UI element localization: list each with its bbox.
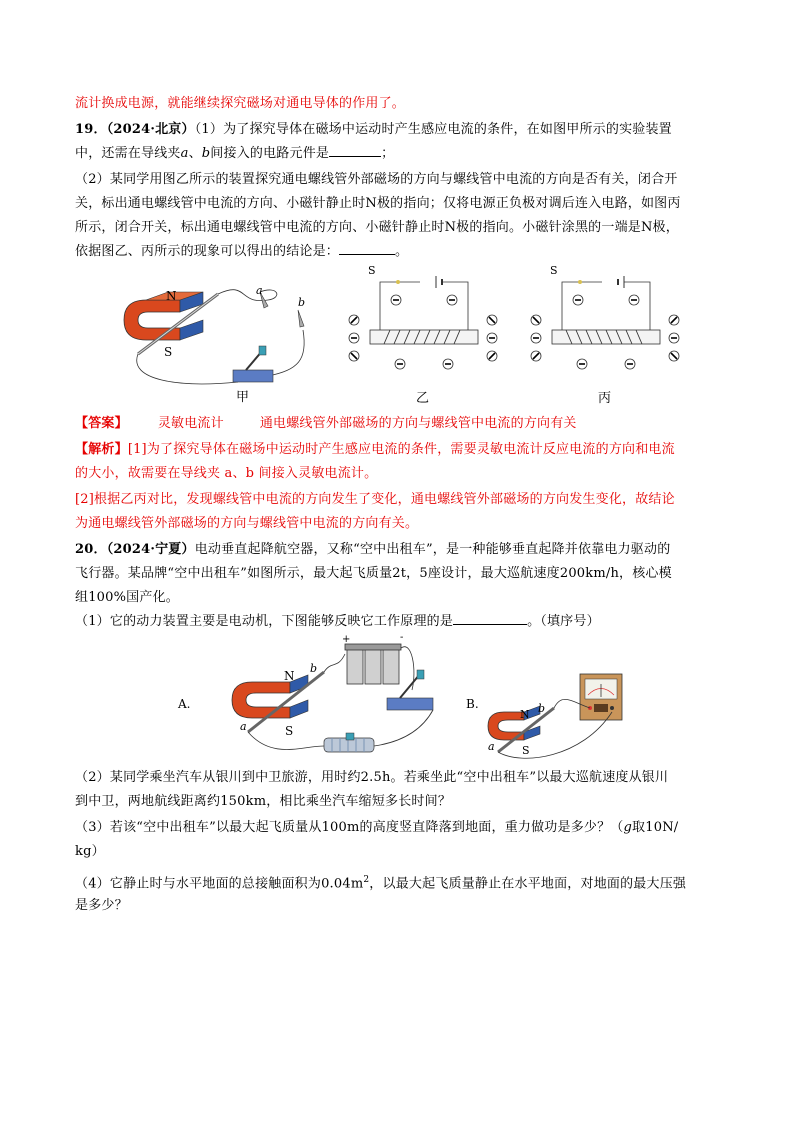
var-g: g bbox=[623, 820, 633, 835]
q20-sub3-line-1 bbox=[75, 818, 730, 838]
q20-text-1: 电动垂直起降航空器，又称“空中出租车”，是一种能够垂直起降并依靠电力驱动的 bbox=[194, 542, 671, 557]
figure-bing bbox=[522, 262, 687, 407]
q20-sub4-line-1 bbox=[75, 870, 730, 894]
q20-sub2-line-2: 到中卫，两地航线距离约150km，相比乘坐汽车缩短多长时间？ bbox=[75, 794, 452, 809]
q19-line-4: 关，标出通电螺线管中电流的方向、小磁针静止时N极的指向；仅将电源正负极对调后连入电路，如图丙 bbox=[75, 196, 681, 211]
clip-a-label: a bbox=[256, 284, 263, 297]
figure-bing-label: 丙 bbox=[598, 391, 612, 406]
q20-number: 20．（2024·宁夏） bbox=[75, 542, 195, 557]
q19-line-6 bbox=[75, 242, 730, 262]
opt-b-n-label: N bbox=[520, 708, 530, 721]
answer-blank-1[interactable] bbox=[329, 144, 381, 157]
answer-line bbox=[75, 414, 730, 434]
figure-option-a bbox=[172, 630, 447, 770]
opt-a-n-label: N bbox=[284, 669, 295, 683]
q20-line-2: 飞行器。某品牌“空中出租车”如图所示，最大起飞质量2t，5座设计，最大巡航速度200km/h，核心模 bbox=[75, 566, 672, 581]
opt-b-a-label: a bbox=[488, 740, 495, 753]
switch-s-label: S bbox=[368, 264, 376, 277]
figure-yi bbox=[340, 262, 505, 407]
option-b-label: B. bbox=[466, 697, 479, 711]
figure-jia bbox=[118, 270, 333, 405]
q19-line-3: （2）某同学用图乙所示的装置探究通电螺线管外部磁场的方向与螺线管中电流的方向是否有关，闭合开 bbox=[75, 172, 678, 187]
q20-sub4-text: （4）它静止时与水平地面的总接触面积为 bbox=[75, 876, 322, 892]
answer-continuation: 流计换成电源，就能继续探究磁场对通电导体的作用了。 bbox=[75, 96, 406, 111]
q20-sub1-suffix: 。（填序号） bbox=[527, 614, 600, 629]
q19-line-1 bbox=[75, 120, 730, 140]
q20-sub4-text-b: ，以最大起飞质量静止在水平地面，对地面的最大压强 bbox=[369, 876, 687, 892]
analysis-line-1 bbox=[75, 440, 730, 460]
answer-2: 通电螺线管外部磁场的方向与螺线管中电流的方向有关 bbox=[259, 416, 577, 431]
opt-b-b-label: b bbox=[538, 702, 546, 715]
magnet-s-label: S bbox=[164, 345, 173, 359]
q20-line-1 bbox=[75, 540, 730, 560]
q20-line-3: 组100%国产化。 bbox=[75, 590, 179, 605]
figure-yi-label: 乙 bbox=[416, 391, 430, 406]
answer-1: 灵敏电流计 bbox=[157, 416, 224, 431]
var-a: a bbox=[180, 146, 189, 161]
q19-text-6a: 依据图乙、丙所示的现象可以得出的结论是： bbox=[75, 244, 340, 259]
answer-tag: 【答案】 bbox=[75, 416, 128, 431]
magnet-n-label: N bbox=[166, 289, 177, 303]
q19-line-2 bbox=[75, 144, 730, 164]
clip-b-label: b bbox=[298, 296, 306, 309]
battery-minus: - bbox=[400, 632, 404, 643]
var-b: b bbox=[201, 146, 211, 161]
q20-sub2-line-1: （2）某同学乘坐汽车从银川到中卫旅游，用时约2.5h。若乘坐此“空中出租车”以最大巡航速度从银川 bbox=[75, 770, 669, 785]
answer-blank-3[interactable] bbox=[453, 612, 527, 625]
answer-blank-2[interactable] bbox=[339, 242, 395, 255]
area-value: 0.04m bbox=[321, 876, 364, 892]
figure-jia-label: 甲 bbox=[236, 390, 250, 405]
q20-sub3-line-2: kg） bbox=[75, 844, 105, 859]
battery-plus: + bbox=[342, 634, 351, 645]
opt-a-s-label: S bbox=[285, 724, 294, 738]
analysis-line-2: 的大小，故需要在导线夹 a、b 间接入灵敏电流计。 bbox=[75, 466, 378, 481]
analysis-line-3: [2]根据乙丙对比，发现螺线管中电流的方向发生了变化，通电螺线管外部磁场的方向发生变化，故结论 bbox=[75, 492, 675, 507]
analysis-tag: 【解析】 bbox=[75, 442, 128, 457]
q20-sub3-unit: 取10N/ bbox=[632, 820, 679, 835]
q19-number: 19．（2024·北京） bbox=[75, 122, 195, 137]
analysis-text-1: [1]为了探究导体在磁场中运动时产生感应电流的条件，需要灵敏电流计反应电流的方向和电流 bbox=[127, 442, 675, 457]
q19-text-2a: 中，还需在导线夹 bbox=[75, 146, 181, 161]
q19-text-1: （1）为了探究导体在磁场中运动时产生感应电流的条件，在如图甲所示的实验装置 bbox=[194, 122, 672, 137]
q19-text-2e: 间接入的电路元件是 bbox=[210, 146, 330, 161]
opt-a-a-label: a bbox=[240, 720, 247, 733]
q19-line-5: 所示，闭合开关，标出通电螺线管中电流的方向、小磁针静止时N极的指向。小磁针涂黑的一端是N极， bbox=[75, 220, 679, 235]
q20-sub1 bbox=[75, 612, 730, 632]
option-a-label: A. bbox=[178, 697, 191, 711]
q19-text-6b: 。 bbox=[395, 244, 409, 259]
switch-s-label-2: S bbox=[550, 264, 558, 277]
q20-sub3-text: （3）若该“空中出租车”以最大起飞质量从100m的高度竖直降落到地面，重力做功是多少？（ bbox=[75, 820, 624, 835]
q19-text-2c: 、 bbox=[188, 146, 202, 161]
figure-option-b bbox=[462, 662, 637, 766]
analysis-line-4: 为通电螺线管外部磁场的方向与螺线管中电流的方向有关。 bbox=[75, 516, 419, 531]
opt-a-b-label: b bbox=[310, 662, 318, 675]
q20-sub1-text: （1）它的动力装置主要是电动机，下图能够反映它工作原理的是 bbox=[75, 614, 454, 629]
opt-b-s-label: S bbox=[522, 744, 530, 757]
q20-sub4-line-2: 是多少？ bbox=[75, 898, 128, 913]
q19-text-2f: ； bbox=[381, 146, 395, 161]
area-exponent: 2 bbox=[363, 875, 370, 885]
